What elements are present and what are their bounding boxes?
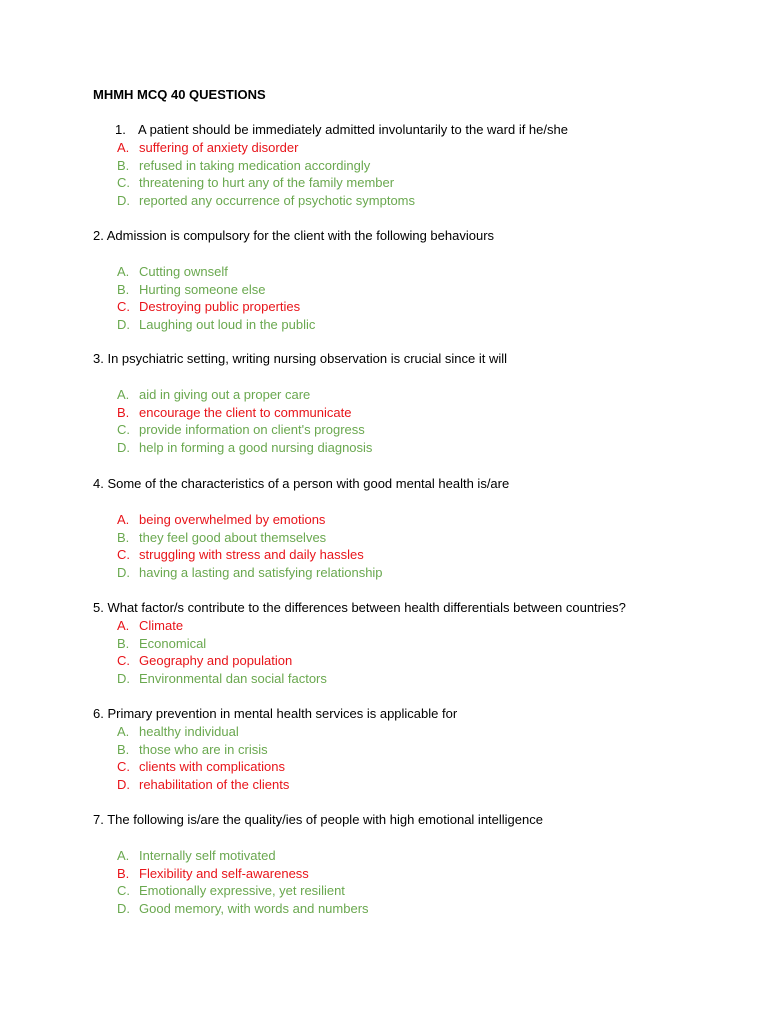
option-c (117, 174, 713, 192)
option-list (93, 847, 713, 918)
option-d (117, 776, 713, 794)
option-text: clients with complications (139, 759, 285, 775)
option-text: suffering of anxiety disorder (139, 140, 299, 155)
option-a (117, 617, 713, 635)
option-a (117, 263, 713, 281)
option-letter: D. (117, 193, 130, 209)
question-text-content: A patient should be immediately admitted involuntarily to the ward if he/she (138, 122, 568, 137)
option-letter: C. (117, 299, 130, 315)
option-text: threatening to hurt any of the family member (139, 175, 395, 191)
option-b (117, 529, 713, 547)
option-d (117, 316, 713, 334)
option-letter: B. (117, 529, 130, 545)
option-text: having a lasting and satisfying relationship (139, 565, 383, 581)
option-letter: C. (117, 759, 130, 775)
option-letter: A. (117, 512, 130, 527)
option-c (117, 652, 713, 670)
question-7 (93, 811, 713, 918)
option-b (117, 157, 713, 175)
question-text: 2. Admission is compulsory for the client with the following behaviours (93, 228, 495, 243)
option-b (117, 404, 713, 422)
question-text: 6. Primary prevention in mental health services is applicable for (93, 706, 458, 721)
option-text: rehabilitation of the clients (139, 777, 290, 793)
option-d (117, 564, 713, 582)
option-letter: A. (117, 264, 130, 279)
question-text: 4. Some of the characteristics of a person with good mental health is/are (93, 476, 510, 491)
option-list (93, 723, 713, 794)
option-list (93, 386, 713, 457)
question-text: 5. What factor/s contribute to the differences between health differentials between countries? (93, 600, 626, 615)
option-letter: C. (117, 883, 130, 899)
option-letter: D. (117, 777, 130, 793)
option-letter: B. (117, 635, 130, 651)
question-1 (93, 121, 713, 210)
option-letter: A. (117, 848, 130, 863)
option-d (117, 900, 713, 918)
option-a (117, 139, 713, 157)
option-text: Destroying public properties (139, 299, 301, 315)
option-letter: D. (117, 565, 130, 581)
option-letter: A. (117, 140, 130, 155)
option-text: aid in giving out a proper care (139, 387, 311, 402)
option-letter: A. (117, 724, 130, 739)
option-text: they feel good about themselves (139, 529, 327, 545)
option-b (117, 865, 713, 883)
option-text: refused in taking medication accordingly (139, 157, 371, 173)
option-text: Laughing out loud in the public (139, 317, 316, 333)
option-text: Hurting someone else (139, 281, 266, 297)
question-4 (93, 475, 713, 582)
option-text: Climate (139, 618, 184, 633)
option-letter: D. (117, 901, 130, 917)
question-text (93, 121, 713, 139)
question-number: 1. (115, 122, 126, 137)
option-text: help in forming a good nursing diagnosis (139, 440, 373, 456)
option-b (117, 281, 713, 299)
option-b (117, 635, 713, 653)
option-list (93, 511, 713, 582)
option-list (93, 617, 713, 688)
option-d (117, 192, 713, 210)
option-letter: B. (117, 404, 130, 420)
option-letter: B. (117, 741, 130, 757)
option-c (117, 758, 713, 776)
option-text: provide information on client's progress (139, 422, 365, 438)
option-c (117, 546, 713, 564)
option-letter: D. (117, 440, 130, 456)
option-text: healthy individual (139, 724, 239, 739)
option-text: Emotionally expressive, yet resilient (139, 883, 345, 899)
question-text: 7. The following is/are the quality/ies of people with high emotional intelligence (93, 812, 543, 827)
option-letter: B. (117, 157, 130, 173)
option-a (117, 723, 713, 741)
option-text: Flexibility and self-awareness (139, 865, 309, 881)
option-c (117, 298, 713, 316)
option-text: Good memory, with words and numbers (139, 901, 369, 917)
question-3 (93, 350, 713, 457)
question-5 (93, 599, 713, 688)
question-text: 3. In psychiatric setting, writing nursing observation is crucial since it will (93, 351, 508, 366)
option-a (117, 511, 713, 529)
option-text: Environmental dan social factors (139, 671, 327, 687)
option-b (117, 741, 713, 759)
document-title: MHMH MCQ 40 QUESTIONS (93, 87, 266, 102)
option-a (117, 386, 713, 404)
option-letter: D. (117, 671, 130, 687)
option-letter: B. (117, 281, 130, 297)
option-letter: A. (117, 387, 130, 402)
option-list (93, 263, 713, 334)
option-letter: D. (117, 317, 130, 333)
option-d (117, 439, 713, 457)
question-2 (93, 227, 713, 334)
option-letter: B. (117, 865, 130, 881)
option-letter: C. (117, 653, 130, 669)
question-6 (93, 705, 713, 794)
option-d (117, 670, 713, 688)
option-a (117, 847, 713, 865)
option-text: being overwhelmed by emotions (139, 512, 326, 527)
option-letter: C. (117, 422, 130, 438)
option-letter: C. (117, 547, 130, 563)
option-letter: A. (117, 618, 130, 633)
option-letter: C. (117, 175, 130, 191)
option-text: reported any occurrence of psychotic symptoms (139, 193, 416, 209)
option-c (117, 882, 713, 900)
option-text: Geography and population (139, 653, 293, 669)
option-text: Internally self motivated (139, 848, 276, 863)
option-text: encourage the client to communicate (139, 404, 352, 420)
option-text: Cutting ownself (139, 264, 228, 279)
option-text: struggling with stress and daily hassles (139, 547, 364, 563)
option-text: Economical (139, 635, 207, 651)
option-text: those who are in crisis (139, 741, 268, 757)
option-list (93, 139, 713, 210)
option-c (117, 421, 713, 439)
